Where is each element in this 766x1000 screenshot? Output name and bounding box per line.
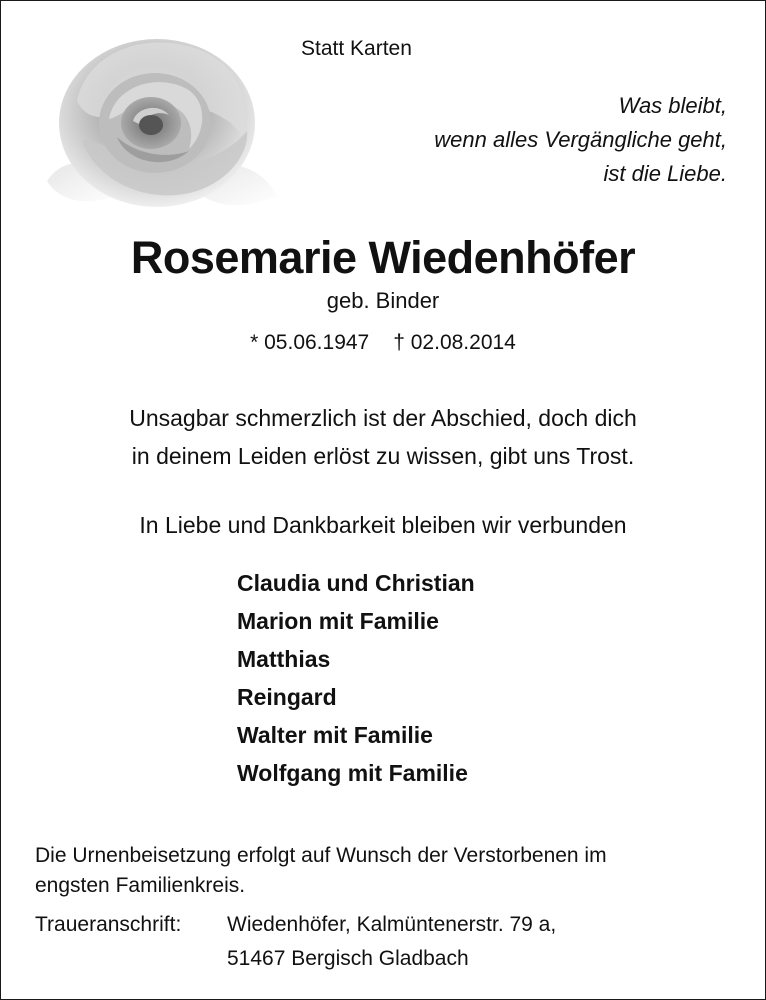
mourner-item: Walter mit Familie xyxy=(237,722,433,748)
mourner-item: Marion mit Familie xyxy=(237,608,439,634)
mourner-item: Wolfgang mit Familie xyxy=(237,760,468,786)
mourner-item: Claudia und Christian xyxy=(237,570,475,596)
verse-line: in deinem Leiden erlöst zu wissen, gibt uns Trost. xyxy=(131,443,635,469)
birth-date: * 05.06.1947 xyxy=(250,331,370,354)
quote xyxy=(434,89,727,191)
quote-line: ist die Liebe. xyxy=(603,161,727,186)
quote-line: Was bleibt, xyxy=(618,93,727,118)
maiden-name: geb. Binder xyxy=(326,288,440,313)
mourners-list xyxy=(237,564,475,792)
life-dates xyxy=(1,329,765,357)
mourner-item: Reingard xyxy=(237,684,337,710)
rose-icon xyxy=(37,31,283,225)
address-street: Wiedenhöfer, Kalmüntenerstr. 79 a, xyxy=(227,913,557,936)
verse xyxy=(1,399,765,475)
burial-line: engsten Familienkreis. xyxy=(35,874,246,897)
gratitude-line: In Liebe und Dankbarkeit bleiben wir verbunden xyxy=(139,512,627,538)
mourner-item: Matthias xyxy=(237,646,331,672)
burial-line: Die Urnenbeisetzung erfolgt auf Wunsch der Verstorbenen im xyxy=(35,844,607,867)
quote-line: wenn alles Vergängliche geht, xyxy=(434,127,727,152)
address-city: 51467 Bergisch Gladbach xyxy=(227,947,469,970)
address-label: Traueranschrift: xyxy=(35,913,182,936)
death-date: † 02.08.2014 xyxy=(393,331,516,354)
burial-notice xyxy=(35,841,735,901)
intro-text: Statt Karten xyxy=(301,37,412,60)
deceased-name: Rosemarie Wiedenhöfer xyxy=(130,232,636,283)
verse-line: Unsagbar schmerzlich ist der Abschied, doch dich xyxy=(129,405,637,431)
